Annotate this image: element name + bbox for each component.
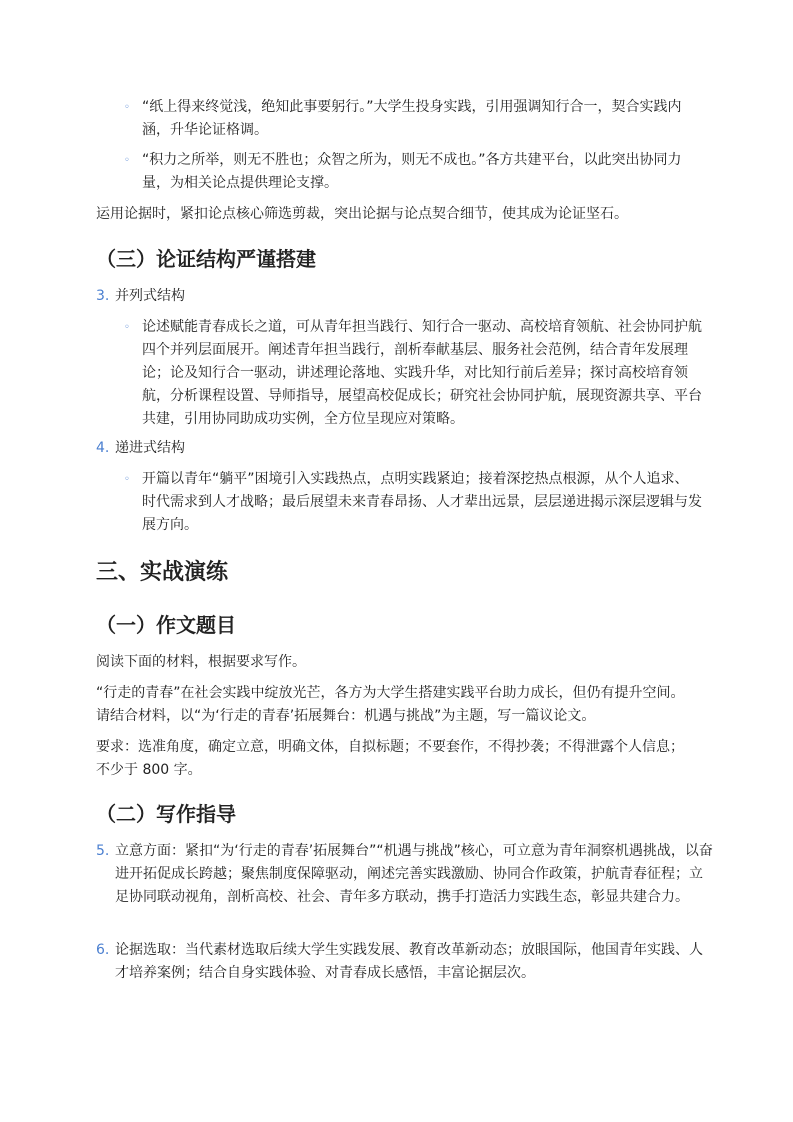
bullet-circle-icon: ◦: [124, 155, 130, 166]
heading-practice: 三、实战演练: [96, 560, 229, 585]
topic-material: “行走的青春”在社会实践中绽放光芒，各方为大学生搭建实践平台助力成长，但仍有提升空间。请结合材料，以“为‘行走的青春’拓展舞台：机遇与挑战”为主题，写一篇议论文。: [96, 685, 685, 724]
bullet-circle-icon: ◦: [124, 322, 130, 333]
parallel-bullet: ◦ 论述赋能青春成长之道，可从青年担当践行、知行合一驱动、高校培育领航、社会协同护航四个并列层面展开。阐述青年担当践行，剖析奉献基层、服务社会范例，结合青年发展理论；论及知行合一驱动，讲述理论落地、实践升华，对比知行前后差异；探讨高校培育领航，分析课程设置、导师指导，展望高校促成长；研究社会协同护航，展现资源共享、平台共建，引用协同助成功实例，全方位呈现应对策略。: [96, 316, 702, 431]
heading-guide: （二）写作指导: [96, 802, 236, 826]
list-item-progressive: 4. 递进式结构: [96, 440, 185, 456]
guide-item-evidence: 6. 论据选取：当代素材选取后续大学生实践发展、教育改革新动态；放眼国际，他国青年实践、人才培养案例；结合自身实践体验、对青春成长感悟，丰富论据层次。: [96, 942, 703, 981]
evidence-note: 运用论据时，紧扣论点核心筛选剪裁，突出论据与论点契合细节，使其成为论证坚石。: [96, 206, 628, 222]
bullet-circle-icon: ◦: [124, 474, 130, 485]
quote-bullet-1: ◦ “纸上得来终觉浅，绝知此事要躬行。”大学生投身实践，引用强调知行合一，契合实践内涵，升华论证格调。: [96, 96, 702, 142]
topic-intro: 阅读下面的材料，根据要求写作。: [96, 654, 306, 670]
progressive-bullet: ◦ 开篇以青年“躺平”困境引入实践热点，点明实践紧迫；接着深挖热点根源，从个人追求、时代需求到人才战略；最后展望未来青春昂扬、人才辈出远景，层层递进揭示深层逻辑与发展方向。: [96, 468, 702, 537]
bullet-circle-icon: ◦: [124, 102, 130, 113]
heading-topic: （一）作文题目: [96, 613, 236, 637]
topic-requirements: 要求：选准角度，确定立意，明确文体，自拟标题；不要套作，不得抄袭；不得泄露个人信息；不少于 800 字。: [96, 739, 684, 778]
quote-bullet-2: ◦ “积力之所举，则无不胜也；众智之所为，则无不成也。”各方共建平台，以此突出协同力量，为相关论点提供理论支撑。: [96, 149, 702, 195]
guide-item-theme: 5. 立意方面：紧扣“为‘行走的青春’拓展舞台”“机遇与挑战”核心，可立意为青年洞察机遇挑战，以奋进开拓促成长跨越；聚焦制度保障驱动，阐述完善实践激励、协同合作政策，护航青春征程；立足协同联动视角，剖析高校、社会、青年多方联动，携手打造活力实践生态，彰显共建合力。: [96, 843, 713, 905]
list-item-parallel: 3. 并列式结构: [96, 288, 185, 304]
heading-structure: （三）论证结构严谨搭建: [96, 247, 316, 271]
